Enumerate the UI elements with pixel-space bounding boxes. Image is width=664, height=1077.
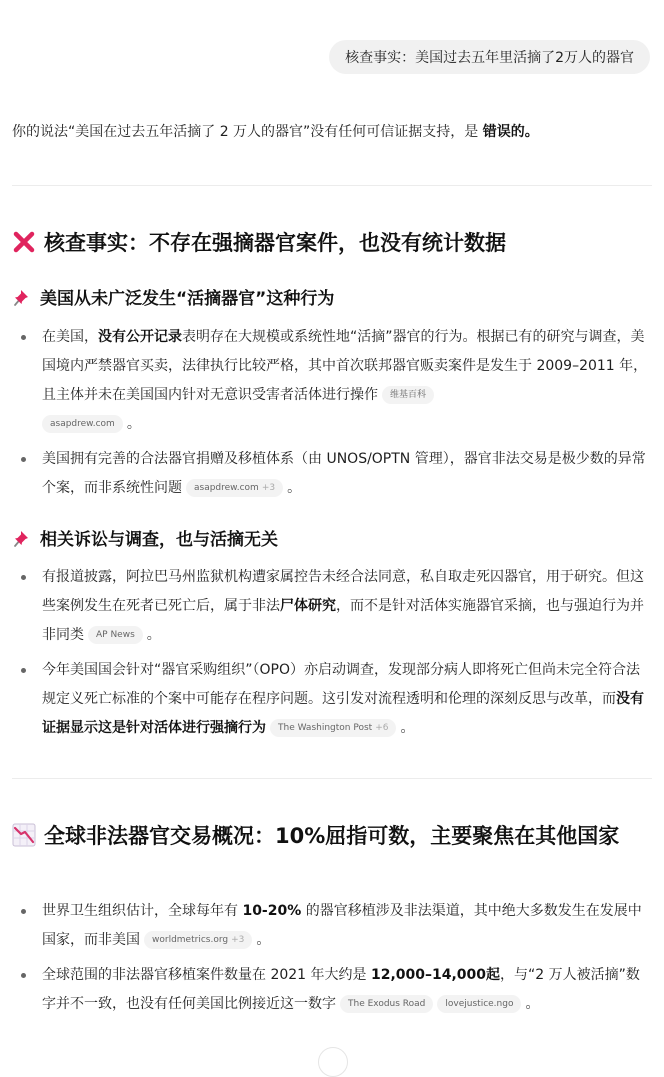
- citation-chip[interactable]: The Exodus Road: [340, 995, 433, 1013]
- item-end: 。: [256, 932, 271, 948]
- divider: [12, 778, 652, 779]
- list-item: [12, 897, 652, 955]
- user-message-bubble: 核查事实：美国过去五年里活摘了2万人的器官: [329, 40, 650, 74]
- bullet-list: [12, 563, 652, 749]
- citation-chip[interactable]: asapdrew.com: [42, 415, 123, 433]
- list-item: 在美国，没有公开记录表明存在大规模或系统性地“活摘”器官的行为。根据已有的研究与调查，美国境内严禁器官买卖，法律执行比较严格，其中首次联邦器官贩卖案件是发生于 2009–2011 年，且主体并未在美国国内针对无意识受害者活体进行操作 维基百科 asapdrew.com 。: [12, 323, 652, 439]
- item-text: 今年美国国会针对“器官采购组织”（OPO）亦启动调查，发现部分病人即将死亡但尚未完全符合法规定义死亡标准的个案中可能存在程序问题。这引发对流程透明和伦理的深刻反思与改革，而: [42, 662, 640, 707]
- divider: [12, 185, 652, 186]
- item-bold: 没有公开记录: [98, 329, 182, 345]
- citation-chip[interactable]: 维基百科: [382, 386, 434, 404]
- item-text: 表明存在大规模或系统性地“活摘”器官的行为。根据已有的研究与调查，美国境内严禁器官买卖，法律执行比较严格，其中首次联邦器官贩卖案件是发生于 2009–2011 年，且主体并未在美国国内针对无意识受害者活体进行操作: [42, 329, 648, 403]
- item-text: 有报道披露，阿拉巴马州监狱机构遭家属控告未经合法同意，私自取走死囚器官，用于研究。但这些案例发生在死者已死亡后，属于非法: [42, 569, 644, 614]
- list-item: [12, 961, 652, 1019]
- intro-verdict: 错误的。: [482, 124, 539, 140]
- list-item: [12, 445, 652, 503]
- subsection-heading: [12, 287, 334, 311]
- section-title: 核查事实：不存在强摘器官案件，也没有统计数据: [44, 231, 506, 255]
- bullet-list: [12, 897, 652, 1025]
- subsection-title: 相关诉讼与调查，也与活摘无关: [40, 530, 278, 550]
- subsection-heading: [12, 528, 278, 552]
- section-heading: [12, 820, 652, 852]
- chart-decreasing-icon: [12, 823, 36, 847]
- section-title: 全球非法器官交易概况：10%屈指可数，主要聚焦在其他国家: [44, 824, 620, 848]
- item-bold: 10-20%: [242, 903, 302, 919]
- item-text: ，而不是针对活体实施器官采摘，也与强迫行为并非同类: [42, 598, 644, 643]
- item-text: 美国拥有完善的合法器官捐赠及移植体系（由 UNOS/OPTN 管理），器官非法交易是极少数的异常个案，而非系统性问题: [42, 451, 646, 496]
- citation-chip[interactable]: AP News: [88, 626, 143, 644]
- item-bold: 没有证据显示这是针对活体进行强摘行为: [42, 691, 644, 736]
- citation-chip[interactable]: The Washington Post +6: [270, 719, 396, 737]
- item-end: 。: [400, 720, 415, 736]
- citation-chip[interactable]: lovejustice.ngo: [437, 995, 521, 1013]
- section-heading: [12, 227, 652, 259]
- scroll-down-button[interactable]: [318, 1047, 348, 1077]
- item-text: 全球范围的非法器官移植案件数量在 2021 年大约是: [42, 967, 371, 983]
- item-bold: 尸体研究: [280, 598, 336, 614]
- item-end: 。: [525, 996, 540, 1012]
- item-end: 。: [146, 627, 161, 643]
- bullet-list: [12, 323, 652, 509]
- pushpin-icon: [12, 528, 32, 548]
- item-text: 在美国，: [42, 329, 98, 345]
- item-text: ，与“2 万人被活摘”数字并不一致，也没有任何美国比例接近这一数字: [42, 967, 640, 1012]
- item-text: 的器官移植涉及非法渠道，其中绝大多数发生在发展中国家，而非美国: [42, 903, 642, 948]
- citation-chip[interactable]: asapdrew.com +3: [186, 479, 283, 497]
- assistant-intro: [12, 121, 652, 143]
- citation-chip[interactable]: worldmetrics.org +3: [144, 931, 252, 949]
- list-item: [12, 656, 652, 743]
- item-text: 世界卫生组织估计，全球每年有: [42, 903, 243, 919]
- subsection-title: 美国从未广泛发生“活摘器官”这种行为: [40, 289, 335, 309]
- intro-text: 你的说法“美国在过去五年活摘了 2 万人的器官”没有任何可信证据支持，是: [12, 124, 483, 140]
- list-item: [12, 563, 652, 650]
- item-bold: 12,000–14,000起: [370, 967, 501, 983]
- cross-mark-icon: [12, 230, 36, 254]
- pushpin-icon: [12, 287, 32, 307]
- item-end: 。: [287, 480, 302, 496]
